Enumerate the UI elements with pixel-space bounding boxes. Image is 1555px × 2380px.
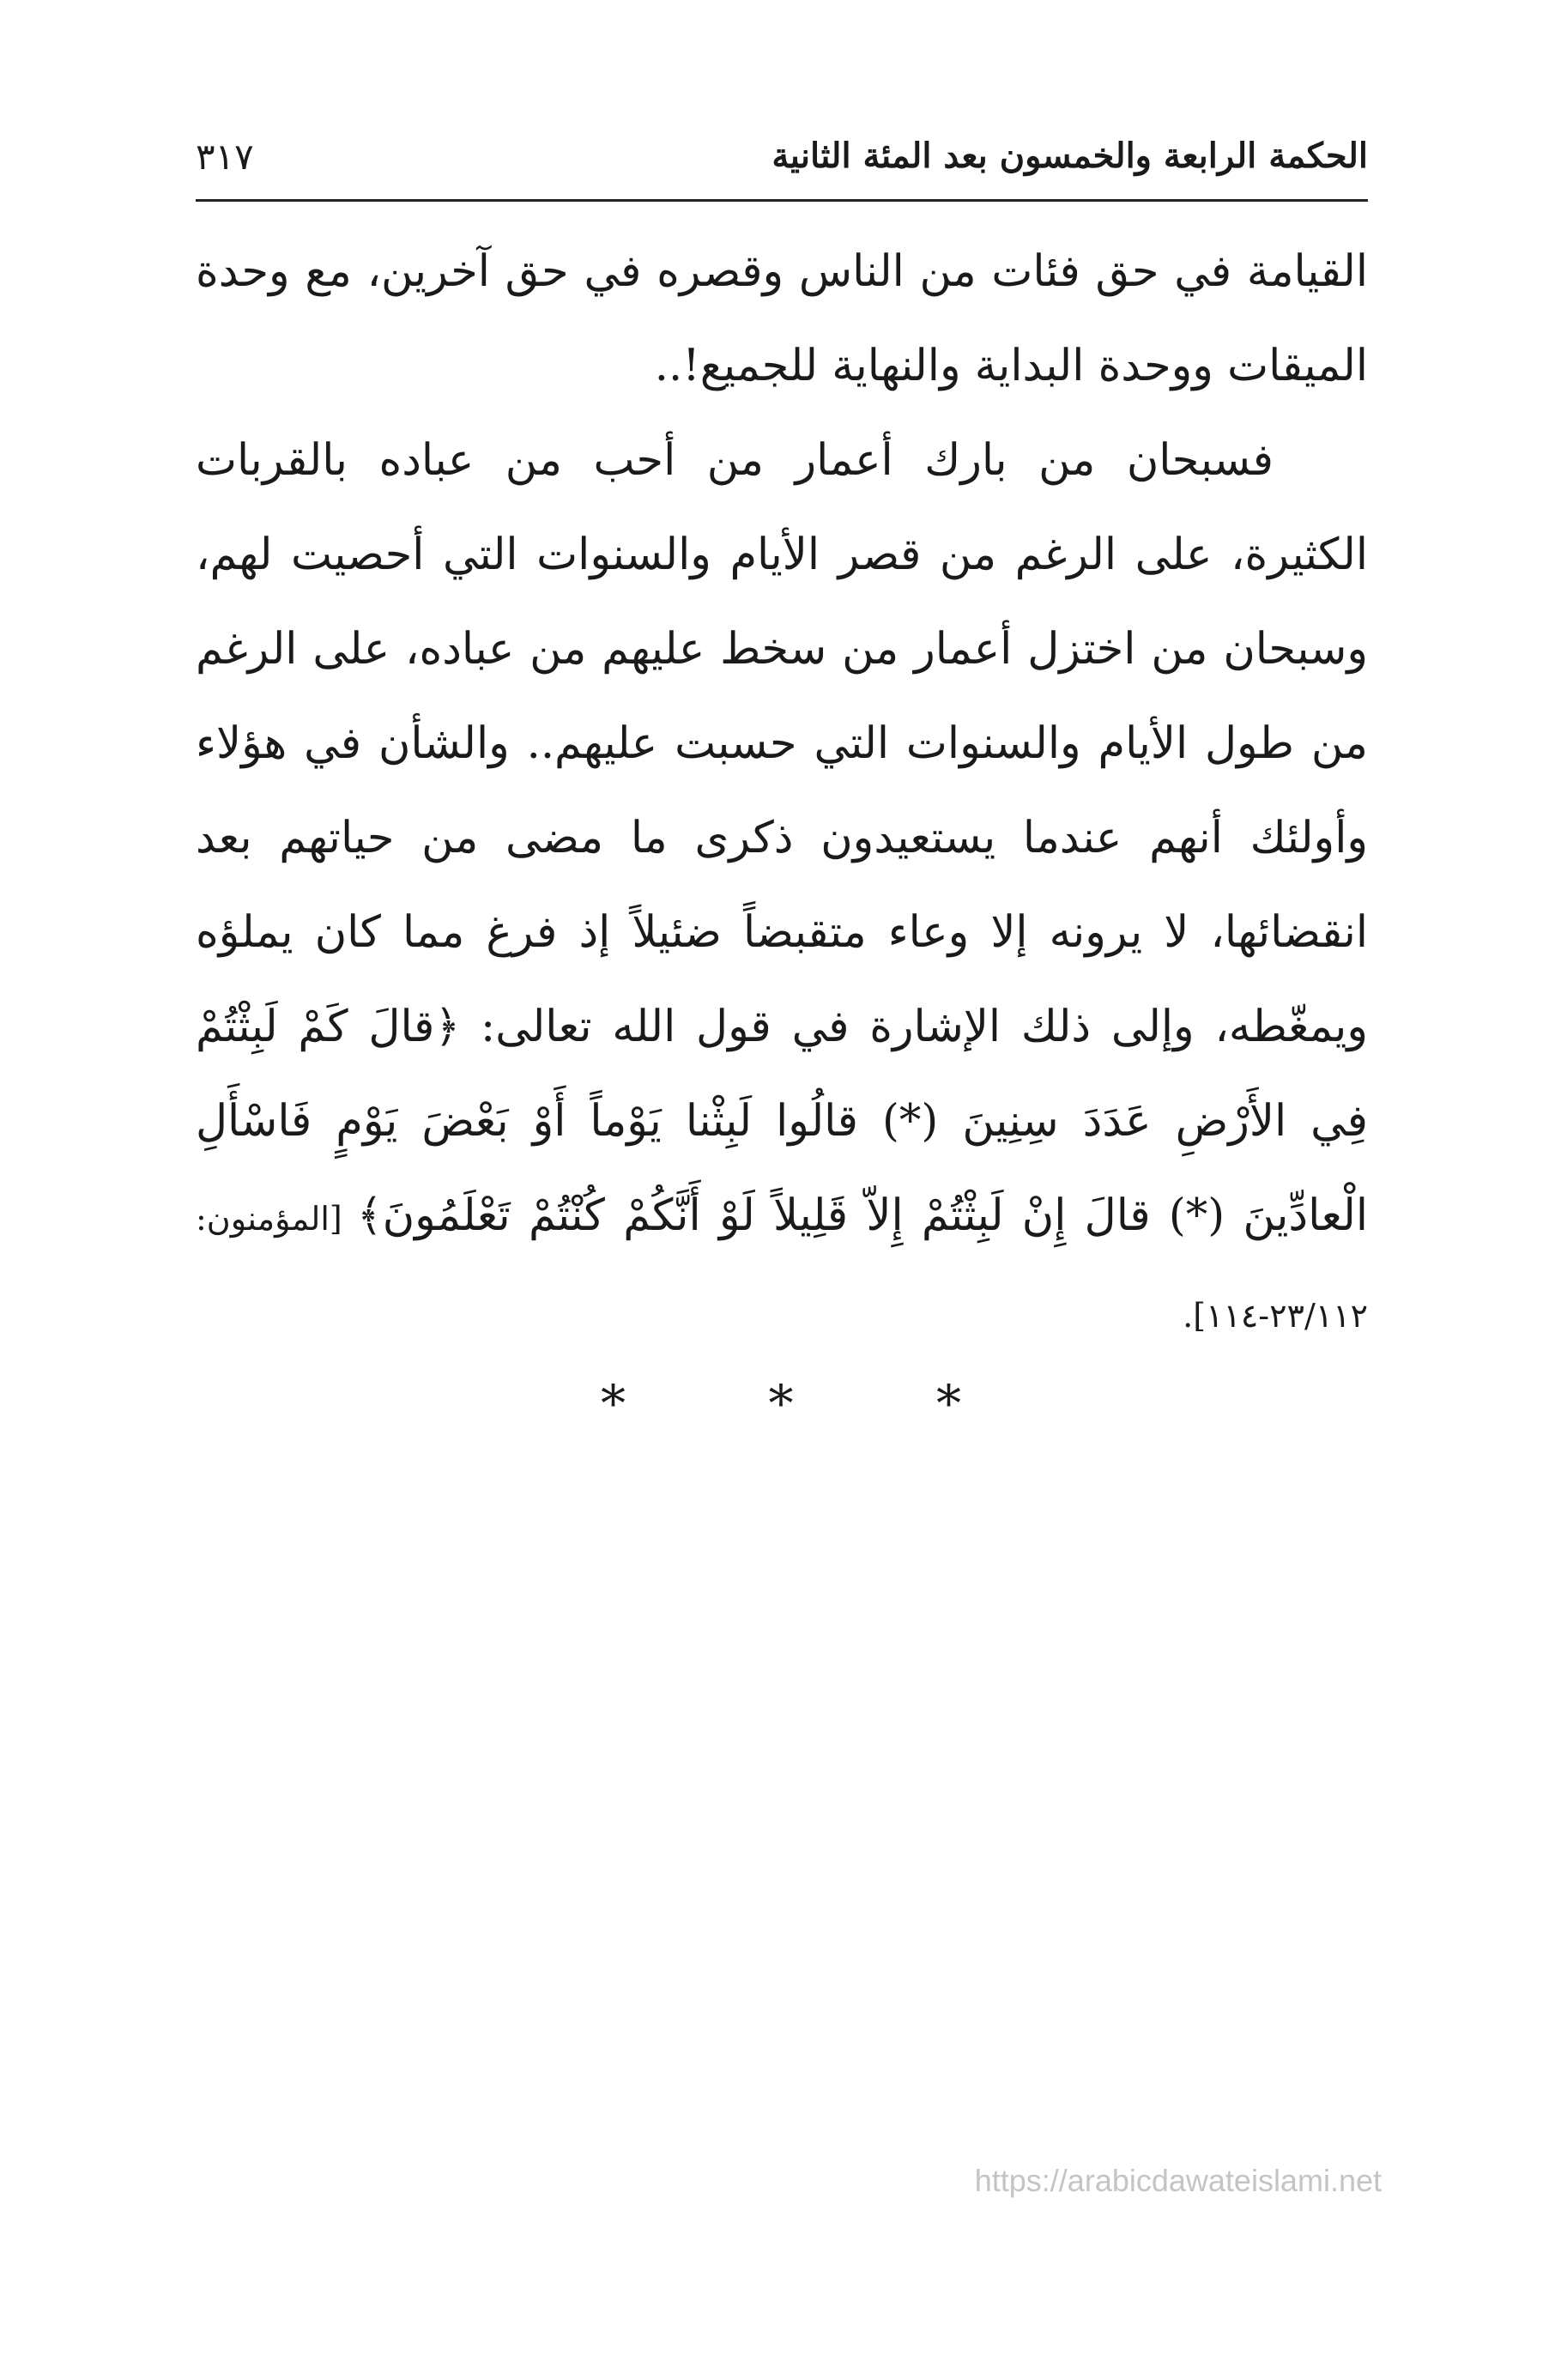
verse-reference: [المؤمنون: ٢٣/١١٢-١١٤]. [196, 1200, 1368, 1335]
paragraph-1: القيامة في حق فئات من الناس وقصره في حق آخرين، مع وحدة الميقات ووحدة البداية والنهاية للجميع!.. [196, 246, 1368, 391]
running-head: الحكمة الرابعة والخمسون بعد المئة الثانية [771, 136, 1368, 176]
separator-asterisk: * [768, 1374, 794, 1432]
watermark-url: https://arabicdawateislami.net [974, 2163, 1382, 2198]
page-number: ٣١٧ [196, 136, 254, 178]
quran-verse: ﴿قالَ كَمْ لَبِثْتُمْ فِي الأَرْضِ عَدَدَ سِنِينَ (*) قالُوا لَبِثْنا يَوْماً أَوْ بَعْضَ يَوْمٍ فَاسْأَلِ الْعادِّينَ (*) قالَ إِنْ لَبِثْتُمْ إِلاّ قَلِيلاً لَوْ أَنَّكُمْ كُنْتُمْ تَعْلَمُونَ﴾ [196, 1002, 1368, 1241]
separator-asterisk: * [601, 1374, 626, 1432]
paragraph-2-text: فسبحان من بارك أعمار من أحب من عباده بالقربات الكثيرة، على الرغم من قصر الأيام والسنوات التي أحصيت لهم، وسبحان من اختزل أعمار من سخط عليهم من عباده، على الرغم من طول الأيام والسنوات التي حسبت عليهم.. والشأن في هؤلاء وأولئك أنهم عندما يستعيدون ذكرى ما مضى من حياتهم بعد انقضائها، لا يرونه إلا وعاء متقبضاً ضئيلاً إذ فرغ مما كان يملؤه ويمغّطه، وإلى ذلك الإشارة في قول الله تعالى: [196, 435, 1369, 1052]
section-separator [601, 1373, 961, 1433]
header-rule [196, 199, 1368, 202]
body-text [196, 225, 1368, 1363]
page-header [196, 129, 1368, 189]
separator-asterisk: * [936, 1374, 961, 1432]
paragraph-2 [196, 414, 1368, 1363]
